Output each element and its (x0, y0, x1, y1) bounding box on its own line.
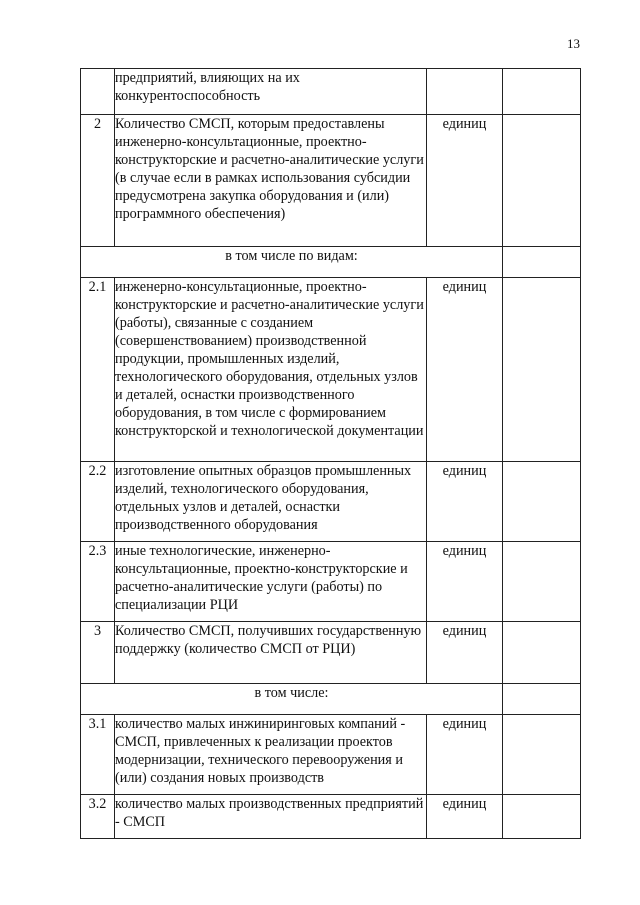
row-description: инженерно-консультационные, проектно-конструкторские и расчетно-аналитические услуги (работы), связанные с созданием (совершенствованием) производственной продукции, промышленных изделий, технологического оборудования, отдельных узлов и деталей, оснастки производственного оборудования, в том числе с формированием конструкторской и технологической документации (115, 278, 427, 462)
table-row (81, 795, 581, 839)
row-value-cell (503, 278, 581, 462)
table-row (81, 115, 581, 247)
row-description: иные технологические, инженерно-консультационные, проектно-конструкторские и расчетно-аналитические услуги (работы) по специализации РЦИ (115, 542, 427, 622)
row-number: 3 (81, 622, 115, 684)
row-unit: единиц (427, 795, 503, 839)
row-value-cell (503, 715, 581, 795)
page-number: 13 (567, 36, 580, 51)
row-number: 2.2 (81, 462, 115, 542)
table-subheading-row (81, 247, 581, 278)
row-value-cell (503, 115, 581, 247)
row-value-cell (503, 622, 581, 684)
row-value-cell (503, 462, 581, 542)
table-row (81, 278, 581, 462)
row-description: количество малых инжиниринговых компаний - СМСП, привлеченных к реализации проектов модернизации, технического перевооружения и (или) создания новых производств (115, 715, 427, 795)
row-number: 2.1 (81, 278, 115, 462)
indicators-table (80, 68, 581, 839)
row-description: Количество СМСП, которым предоставлены инженерно-консультационные, проектно-конструкторские и расчетно-аналитические услуги (в случае если в рамках использования субсидии предусмотрена закупка оборудования и (или) программного обеспечения) (115, 115, 427, 247)
row-unit: единиц (427, 622, 503, 684)
row-value-cell (503, 69, 581, 115)
row-description: изготовление опытных образцов промышленных изделий, технологического оборудования, отдельных узлов и деталей, оснастки производственного оборудования (115, 462, 427, 542)
row-number: 3.2 (81, 795, 115, 839)
table-subheading: в том числе: (81, 684, 503, 715)
row-number (81, 69, 115, 115)
row-unit: единиц (427, 542, 503, 622)
row-number: 2 (81, 115, 115, 247)
row-unit (427, 69, 503, 115)
table-row (81, 542, 581, 622)
row-unit: единиц (427, 715, 503, 795)
row-unit: единиц (427, 278, 503, 462)
row-value-cell (503, 247, 581, 278)
row-number: 2.3 (81, 542, 115, 622)
row-unit: единиц (427, 462, 503, 542)
table-row (81, 462, 581, 542)
table-subheading-row (81, 684, 581, 715)
row-number: 3.1 (81, 715, 115, 795)
row-value-cell (503, 684, 581, 715)
row-description: количество малых производственных предприятий - СМСП (115, 795, 427, 839)
row-value-cell (503, 542, 581, 622)
table-row (81, 715, 581, 795)
table-subheading: в том числе по видам: (81, 247, 503, 278)
table-row (81, 69, 581, 115)
row-description: предприятий, влияющих на их конкурентоспособность (115, 69, 427, 115)
row-unit: единиц (427, 115, 503, 247)
row-description: Количество СМСП, получивших государственную поддержку (количество СМСП от РЦИ) (115, 622, 427, 684)
table-row (81, 622, 581, 684)
row-value-cell (503, 795, 581, 839)
